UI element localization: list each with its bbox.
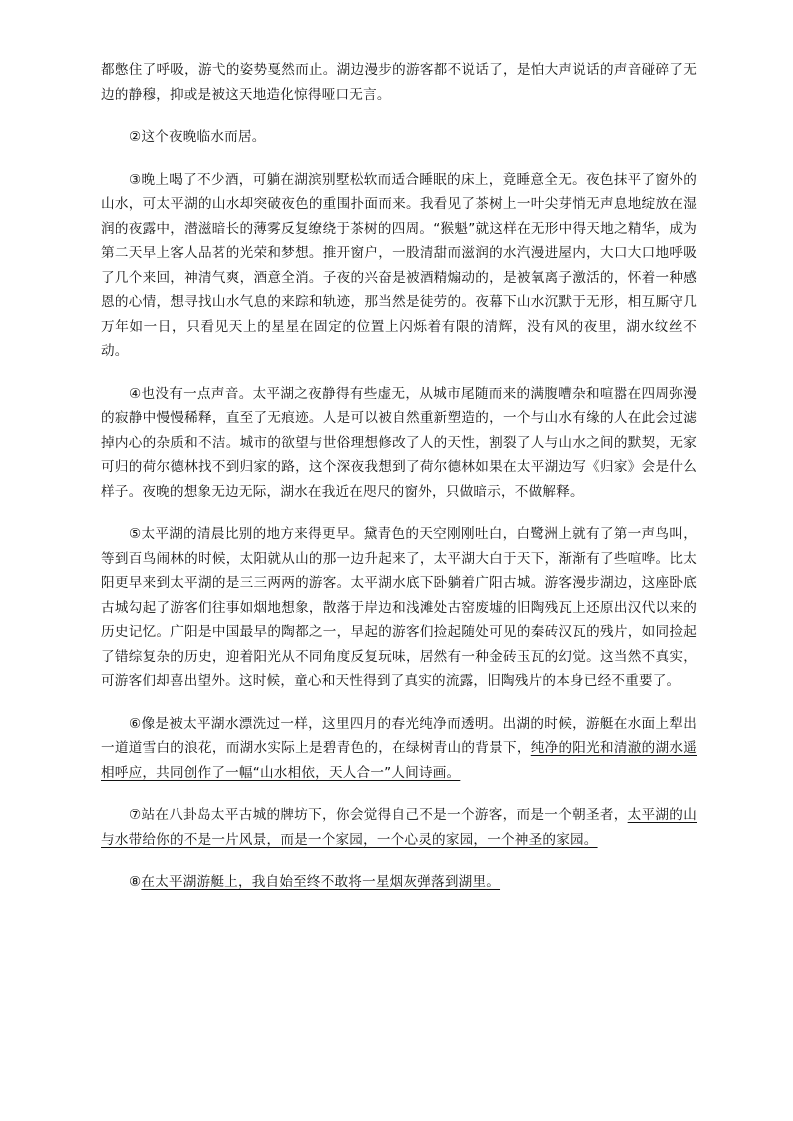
paragraph-6-text: ⑥像是被太平湖水漂洗过一样，这里四月的春光纯净而透明。出湖的时候，游艇在水面上犁出一道道雪白的浪花，而湖水实际上是碧青色的，在绿树青山的背景下， bbox=[101, 715, 697, 756]
paragraph-4-text: ④也没有一点声音。太平湖之夜静得有些虚无，从城市尾随而来的满腹嘈杂和喧嚣在四周弥漫的寂静中慢慢稀释，直至了无痕迹。人是可以被自然重新塑造的，一个与山水有缘的人在此会过滤掉内心的杂质和不洁。城市的欲望与世俗理想修改了人的天性，割裂了人与山水之间的默契，无家可归的荷尔德林找不到归家的路，这个深夜我想到了荷尔德林如果在太平湖边写《归家》会是什么样子。夜晚的想象无边无际，湖水在我近在咫尺的窗外，只做暗示，不做解释。 bbox=[101, 385, 697, 500]
paragraph-8-underlined-sentence: 在太平湖游艇上，我自始至终不敢将一星烟灰弹落到湖里。 bbox=[141, 874, 501, 890]
paragraph-7 bbox=[101, 803, 697, 852]
paragraph-5-text: ⑤太平湖的清晨比别的地方来得更早。黛青色的天空刚刚吐白，白鹭洲上就有了第一声鸟叫，等到百鸟闹林的时候，太阳就从山的那一边升起来了，太平湖大白于天下，渐渐有了些喧哗。比太阳更早来到太平湖的是三三两两的游客。太平湖水底下卧躺着广阳古城。游客漫步湖边，这座卧底古城勾起了游客们往事如烟地想象，散落于岸边和浅滩处古窑废墟的旧陶残瓦上还原出汉代以来的历史记忆。广阳是中国最早的陶都之一，早起的游客们捡起随处可见的秦砖汉瓦的残片，如同捡起了错综复杂的历史，迎着阳光从不同角度反复玩味，居然有一种金砖玉瓦的幻觉。这当然不真实，可游客们却喜出望外。这时候，童心和天性得到了真实的流露，旧陶残片的本身已经不重要了。 bbox=[101, 526, 697, 689]
document-page bbox=[101, 58, 697, 895]
paragraph-2 bbox=[101, 125, 697, 150]
paragraph-3-text: ③晚上喝了不少酒，可躺在湖滨别墅松软而适合睡眠的床上，竟睡意全无。夜色抹平了窗外的山水，可太平湖的山水却突破夜色的重围扑面而来。我看见了茶树上一叶尖芽悄无声息地绽放在湿润的夜露中，潜滋暗长的薄雾反复缭绕于茶树的四周。“猴魁”就这样在无形中得天地之精华，成为第二天早上客人品茗的光荣和梦想。推开窗户，一股清甜而滋润的水汽漫进屋内，大口大口地呼吸了几个来回，神清气爽，酒意全消。子夜的兴奋是被酒精煽动的，是被氧离子激活的，怀着一种感恩的心情，想寻找山水气息的来踪和轨迹，那当然是徒劳的。夜幕下山水沉默于无形，相互厮守几万年如一日，只看见天上的星星在固定的位置上闪烁着有限的清辉，没有风的夜里，湖水纹丝不动。 bbox=[101, 171, 697, 359]
paragraph-5 bbox=[101, 522, 697, 694]
paragraph-1 bbox=[101, 58, 697, 107]
paragraph-6-underlined-sentence: 纯净的阳光和清澈的湖水遥相呼应，共同创作了一幅“山水相依，天人合一”人间诗画。 bbox=[101, 740, 697, 781]
paragraph-2-text: ②这个夜晚临水而居。 bbox=[129, 129, 266, 145]
paragraph-8-number: ⑧ bbox=[129, 874, 142, 890]
paragraph-7-underlined-sentence: 太平湖的山与水带给你的不是一片风景，而是一个家园，一个心灵的家园，一个神圣的家园。 bbox=[101, 807, 697, 848]
paragraph-8 bbox=[101, 870, 697, 895]
paragraph-1-text: 都憋住了呼吸，游弋的姿势戛然而止。湖边漫步的游客都不说话了，是怕大声说话的声音碰碎了无边的静穆，抑或是被这天地造化惊得哑口无言。 bbox=[101, 62, 697, 103]
paragraph-6 bbox=[101, 712, 697, 786]
paragraph-4 bbox=[101, 382, 697, 505]
paragraph-3 bbox=[101, 168, 697, 364]
paragraph-7-text: ⑦站在八卦岛太平古城的牌坊下，你会觉得自己不是一个游客，而是一个朝圣者， bbox=[129, 807, 628, 823]
